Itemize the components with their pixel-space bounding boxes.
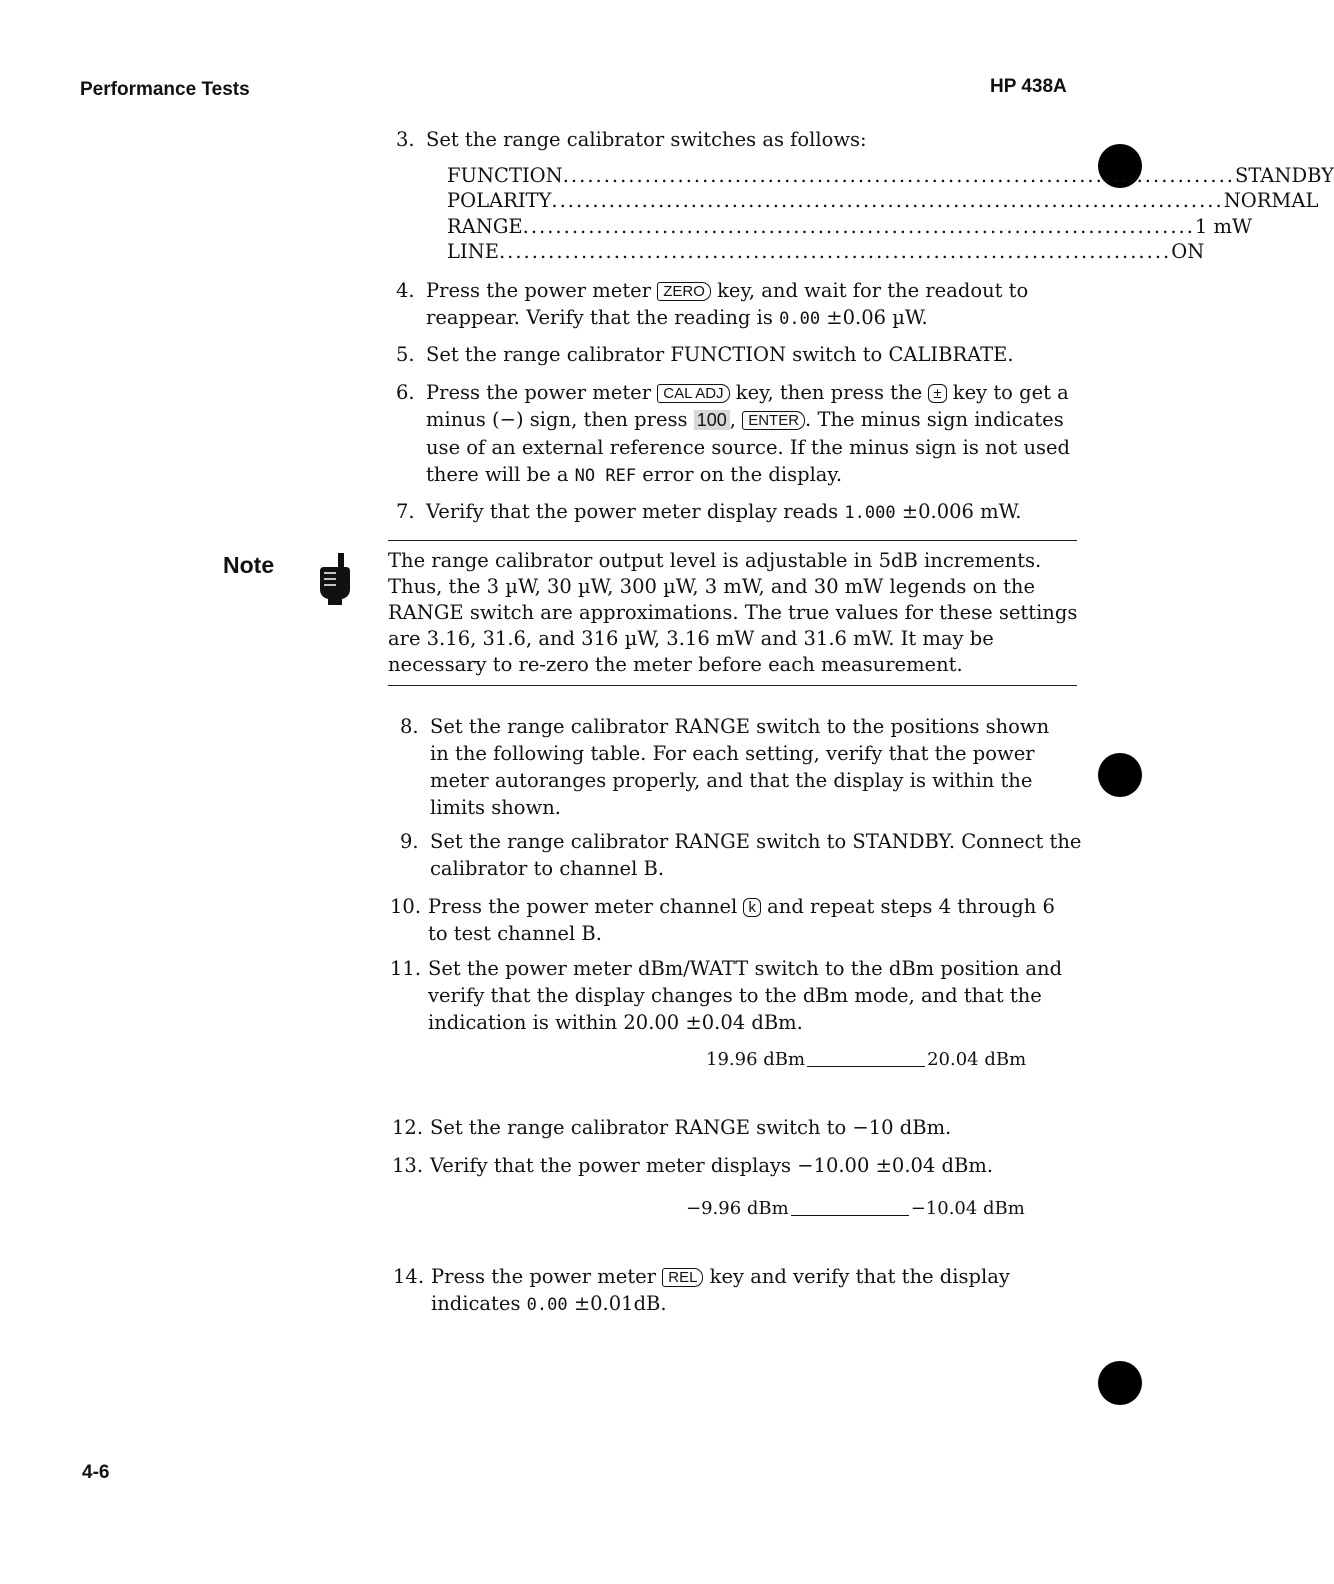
step-text: Set the range calibrator switches as follows: [426, 128, 867, 151]
step-text: error on the display. [642, 463, 843, 486]
switch-setting-row [447, 164, 1334, 190]
step-text: Verify that the power meter displays −10.00 ±0.04 dBm. [430, 1154, 994, 1177]
cal-adj-key: CAL ADJ [657, 384, 729, 403]
step-text: Press the power meter [431, 1265, 657, 1288]
step-text: Set the range calibrator FUNCTION switch to CALIBRATE. [426, 343, 1014, 366]
step-number: 8. [400, 715, 419, 738]
dot-leader: .................................................................................. [551, 189, 1224, 212]
dot-leader: .................................................................................. [562, 164, 1235, 187]
step-text: Press the power meter [426, 279, 652, 302]
step-text: ±0.01dB. [573, 1292, 667, 1315]
step-text: and repeat steps 4 through 6 to test channel B. [428, 895, 1055, 945]
display-readout: NO REF [574, 466, 637, 486]
display-readout: 0.00 [779, 309, 821, 329]
step-text: ±0.006 mW. [901, 500, 1022, 523]
dot-leader: .................................................................................. [522, 215, 1195, 238]
zero-key: ZERO [657, 282, 711, 301]
step-6 [396, 379, 1086, 490]
step-text: key and verify that the display indicates [431, 1265, 1010, 1315]
step-number: 5. [396, 343, 415, 366]
step-12 [392, 1114, 1052, 1141]
step-10 [390, 893, 1070, 947]
page-number: 4-6 [82, 1462, 110, 1483]
display-readout: 1.000 [844, 503, 896, 523]
result-blank [807, 1066, 925, 1067]
step-text: . The minus sign indicates use of an external reference source. If the minus sign is not used there will be a [426, 408, 1071, 486]
step-11 [390, 955, 1070, 1036]
step-text: Verify that the power meter display reads [426, 500, 839, 523]
switch-label: POLARITY [447, 189, 552, 212]
step-13 [392, 1152, 1052, 1179]
step-number: 12. [392, 1116, 424, 1139]
step-7 [396, 498, 1076, 527]
step-text: key, and wait for the readout to reappear. Verify that the reading is [426, 279, 1029, 329]
step-number: 6. [396, 381, 415, 404]
switch-value: NORMAL [1223, 189, 1319, 212]
plus-minus-key: ± [928, 384, 946, 403]
dot-leader: .................................................................................. [498, 240, 1172, 263]
switch-value: 1 mW [1194, 215, 1253, 238]
limit-high: 20.04 dBm [927, 1049, 1027, 1070]
pointing-hand-icon [316, 553, 352, 605]
100-key: 100 [694, 410, 730, 430]
step-text: Set the range calibrator RANGE switch to −10 dBm. [430, 1116, 952, 1139]
section-title: Performance Tests [80, 79, 250, 100]
step-text: ±0.06 µW. [826, 306, 928, 329]
step-3 [396, 126, 1076, 153]
step-9 [400, 828, 1085, 882]
step-8 [400, 713, 1060, 821]
limit-low: 19.96 dBm [706, 1049, 806, 1070]
step-text: key to get a minus (−) sign, then press [426, 381, 1069, 431]
step-number: 10. [390, 895, 422, 918]
model-number: HP 438A [990, 76, 1067, 97]
step-number: 4. [396, 279, 415, 302]
switch-setting-row [447, 189, 1319, 215]
switch-label: RANGE [447, 215, 523, 238]
step-5 [396, 341, 1076, 368]
step-number: 9. [400, 830, 419, 853]
binder-hole-middle [1098, 753, 1142, 797]
channel-key: k [743, 898, 761, 917]
step-text: Press the power meter [426, 381, 652, 404]
enter-key: ENTER [742, 411, 805, 430]
display-readout: 0.00 [526, 1295, 568, 1315]
limit-line-20dbm [706, 1049, 1026, 1070]
separator: , [729, 408, 736, 431]
result-blank [791, 1215, 909, 1216]
step-number: 7. [396, 500, 415, 523]
binder-hole-bottom [1098, 1361, 1142, 1405]
step-number: 14. [393, 1265, 425, 1288]
step-number: 3. [396, 128, 415, 151]
switch-setting-row [447, 215, 1253, 241]
step-text: Set the power meter dBm/WATT switch to the dBm position and verify that the display changes to the dBm mode, and that the indication is within 20.00 ±0.04 dBm. [428, 957, 1063, 1034]
switch-label: FUNCTION [447, 164, 563, 187]
step-text: Set the range calibrator RANGE switch to the positions shown in the following table. For each setting, verify that the power meter autoranges properly, and that the display is within the limits shown. [430, 715, 1050, 819]
step-14 [393, 1263, 1013, 1319]
limit-line-neg10dbm [686, 1198, 1025, 1219]
note-bottom-rule [388, 685, 1077, 686]
note-text: The range calibrator output level is adjustable in 5dB increments. Thus, the 3 µW, 30 µW, 300 µW, 3 mW, and 30 mW legends on the RANGE switch are approximations. The true values for these settings are 3.16, 31.6, and 316 µW, 3.16 mW and 31.6 mW. It may be necessary to re-zero the meter before each measurement. [388, 549, 1078, 676]
note-label: Note [223, 552, 275, 578]
step-4 [396, 277, 1046, 333]
limit-low: −9.96 dBm [686, 1198, 789, 1219]
limit-high: −10.04 dBm [910, 1198, 1025, 1219]
switch-setting-row [447, 240, 1205, 266]
step-text: key, then press the [735, 381, 923, 404]
switch-value: STANDBY [1235, 164, 1334, 187]
rel-key: REL [662, 1268, 703, 1287]
step-text: Set the range calibrator RANGE switch to STANDBY. Connect the calibrator to channel B. [430, 830, 1082, 880]
step-number: 11. [390, 957, 422, 980]
switch-label: LINE [447, 240, 499, 263]
switch-value: ON [1171, 240, 1205, 263]
step-number: 13. [392, 1154, 424, 1177]
note-top-rule [388, 540, 1077, 541]
step-text: Press the power meter channel [428, 895, 738, 918]
